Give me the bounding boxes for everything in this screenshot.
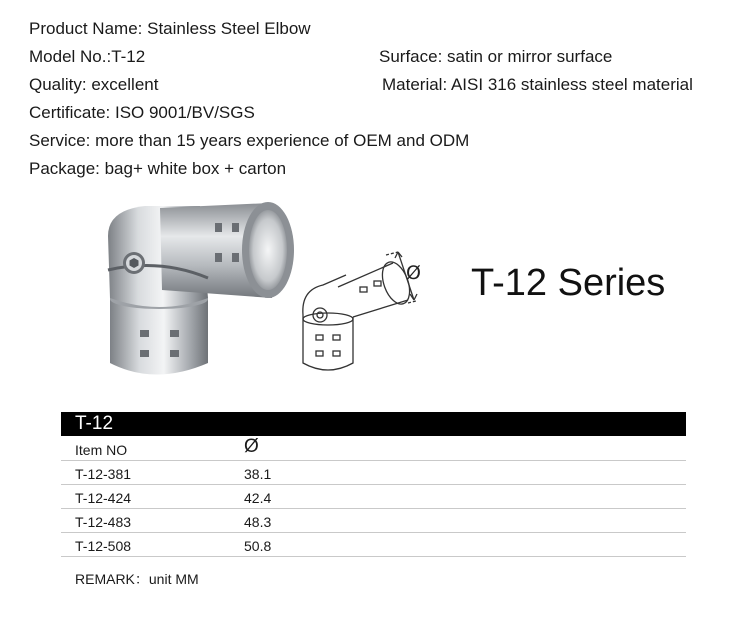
certificate-spec: Certificate: ISO 9001/BV/SGS [29, 103, 255, 122]
table-row [61, 461, 686, 485]
table-row [61, 509, 686, 533]
model-number: Model No.:T-12 [29, 47, 146, 66]
table-header-row [61, 437, 686, 461]
series-title: T-12 Series [471, 262, 666, 304]
item-no-cell: T-12-381 [75, 466, 132, 482]
item-no-cell: T-12-483 [75, 514, 132, 530]
column-header-diameter: Ø [244, 436, 259, 457]
diameter-cell: 42.4 [244, 490, 272, 506]
material-spec: Material: AISI 316 stainless steel material [382, 75, 693, 94]
remark-note: REMARK：unit MM [75, 571, 199, 587]
package-spec: Package: bag+ white box + carton [29, 159, 287, 178]
table-row [61, 533, 686, 557]
surface-spec: Surface: satin or mirror surface [379, 47, 613, 66]
elbow-product-photo [100, 198, 300, 388]
quality-spec: Quality: excellent [29, 75, 159, 94]
item-no-cell: T-12-508 [75, 538, 132, 554]
diameter-cell: 38.1 [244, 466, 272, 482]
elbow-technical-drawing [298, 245, 448, 380]
table-title-bar: T-12 [61, 412, 686, 436]
product-name: Product Name: Stainless Steel Elbow [29, 19, 311, 38]
service-spec: Service: more than 15 years experience of OEM and ODM [29, 131, 470, 150]
item-no-cell: T-12-424 [75, 490, 132, 506]
column-header-item-no: Item NO [75, 442, 128, 458]
table-row [61, 485, 686, 509]
diameter-symbol: Ø [406, 262, 421, 284]
diameter-cell: 48.3 [244, 514, 272, 530]
diameter-cell: 50.8 [244, 538, 272, 554]
